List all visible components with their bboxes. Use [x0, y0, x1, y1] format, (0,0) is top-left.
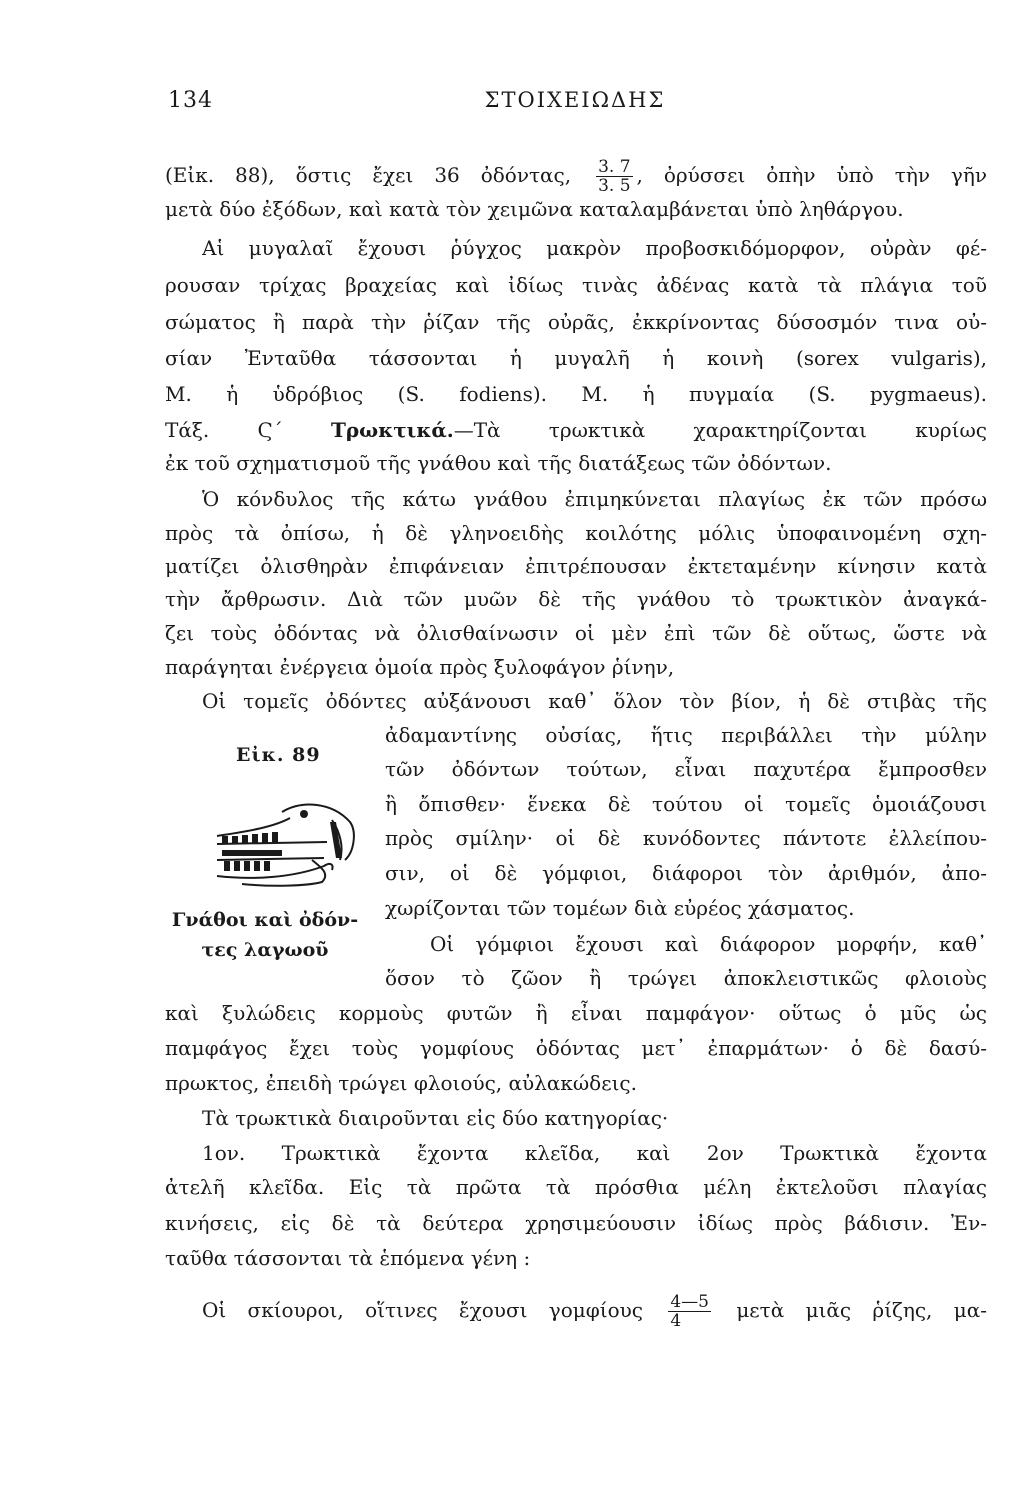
page-number: 134: [168, 88, 213, 113]
text-span: —Τὰ τρωκτικὰ χαρακτηρίζονται κυρίως: [453, 418, 987, 442]
order-label: Τάξ. Ϛ΄: [165, 418, 283, 442]
text-span: Οἱ σκίουροι, οἵτινες ἔχουσι γομφίους: [202, 1298, 644, 1322]
text-line: ἐκ τοῦ σχηματισμοῦ τῆς γνάθου καὶ τῆς διατάξεως τῶν ὀδόντων.: [165, 451, 832, 475]
text-line: χωρίζονται τῶν τομέων διὰ εὐρέος χάσματος.: [385, 896, 855, 920]
tooth-formula-fraction: [668, 1293, 711, 1330]
fraction-numerator: 4—5: [670, 1292, 709, 1312]
text-line: πρὸς τὰ ὀπίσω, ἡ δὲ γληνοειδὴς κοιλότης μόλις ὑποφαινομένη σχη-: [165, 521, 987, 545]
text-line: πρωκτος, ἐπειδὴ τρώγει φλοιούς, αὐλακώδεις.: [165, 1071, 637, 1095]
text-line: Ὁ κόνδυλος τῆς κάτω γνάθου ἐπιμηκύνεται πλαγίως ἐκ τῶν πρόσω: [202, 487, 987, 511]
text-span: , ὀρύσσει ὀπὴν ὑπὸ τὴν γῆν: [636, 163, 987, 187]
text-line: ἢ ὄπισθεν· ἕνεκα δὲ τούτου οἱ τομεῖς ὁμοιάζουσι: [385, 792, 987, 816]
running-title: ΣΤΟΙΧΕΙΩΔΗΣ: [484, 88, 666, 112]
text-line: ταῦθα τάσσονται τὰ ἑπόμενα γένη :: [165, 1246, 531, 1270]
text-line: [165, 158, 987, 192]
fraction-denominator: 3. 5: [598, 176, 631, 192]
tooth-formula-fraction: [596, 158, 632, 192]
text-line: Οἱ τομεῖς ὀδόντες αὐξάνουσι καθ᾽ ὅλον τὸν βίον, ἡ δὲ στιβὰς τῆς: [202, 689, 987, 713]
text-line: σώματος ἢ παρὰ τὴν ῥίζαν τῆς οὐρᾶς, ἐκκρίνοντας δύσοσμόν τινα οὐ-: [165, 310, 987, 334]
fraction-denominator: 4: [670, 1311, 682, 1331]
text-line: ματίζει ὀλισθηρὰν ἐπιφάνειαν ἐπιτρέπουσαν ἐκτεταμένην κίνησιν κατὰ: [165, 554, 987, 578]
text-span: μετὰ μιᾶς ῥίζης, μα-: [736, 1298, 987, 1322]
figure-caption: [160, 905, 370, 965]
text-line: ὅσον τὸ ζῶον ἢ τρώγει ἀποκλειστικῶς φλοιοὺς: [385, 966, 987, 990]
text-line: μετὰ δύο ἐξόδων, καὶ κατὰ τὸν χειμῶνα καταλαμβάνεται ὑπὸ ληθάργου.: [165, 197, 904, 221]
running-head: [160, 88, 990, 120]
text-line: παμφάγος ἔχει τοὺς γομφίους ὀδόντας μετ᾽ ἐπαρμάτων· ὁ δὲ δασύ-: [165, 1036, 987, 1060]
text-line: σιν, οἱ δὲ γόμφιοι, διάφοροι τὸν ἀριθμόν, ἀπο-: [385, 861, 987, 885]
text-line: Μ. ἡ ὑδρόβιος (S. fodiens). Μ. ἡ πυγμαία (S. pygmaeus).: [165, 382, 987, 406]
text-line: [165, 413, 987, 447]
rabbit-jaw-illustration: [212, 792, 362, 907]
caption-line: Γνάθοι καὶ ὀδόν-: [171, 909, 359, 931]
text-line: Οἱ γόμφιοι ἔχουσι καὶ διάφορον μορφήν, καθ᾽: [430, 932, 987, 956]
text-line: ἀτελῆ κλεῖδα. Εἰς τὰ πρῶτα τὰ πρόσθια μέλη ἐκτελοῦσι πλαγίας: [165, 1175, 987, 1199]
text-line: [202, 1288, 987, 1332]
text-line: πρὸς σμίλην· οἱ δὲ κυνόδοντες πάντοτε ἐλλείπου-: [385, 826, 987, 850]
text-line: Τὰ τρωκτικὰ διαιροῦνται εἰς δύο κατηγορίας·: [202, 1106, 669, 1130]
text-line: σίαν Ἐνταῦθα τάσσονται ἡ μυγαλῆ ἡ κοινὴ (sorex vulgaris),: [165, 346, 987, 370]
text-line: τῶν ὀδόντων τούτων, εἶναι παχυτέρα ἔμπροσθεν: [385, 757, 987, 781]
text-line: τὴν ἄρθρωσιν. Διὰ τῶν μυῶν δὲ τῆς γνάθου τὸ τρωκτικὸν ἀναγκά-: [165, 587, 987, 611]
text-line: καὶ ξυλώδεις κορμοὺς φυτῶν ἢ εἶναι παμφάγον· οὕτως ὁ μῦς ὡς: [165, 1001, 987, 1025]
text-line: 1ον. Τρωκτικὰ ἔχοντα κλεῖδα, καὶ 2ον Τρωκτικὰ ἔχοντα: [202, 1141, 987, 1165]
caption-line: τες λαγωοῦ: [201, 939, 329, 961]
figure-label: Εἰκ. 89: [236, 744, 321, 766]
text-line: κινήσεις, εἰς δὲ τὰ δεύτερα χρησιμεύουσιν ἰδίως πρὸς βάδισιν. Ἐν-: [165, 1211, 987, 1235]
section-heading: Τρωκτικά.: [330, 418, 454, 442]
fraction-numerator: 3. 7: [598, 158, 631, 177]
text-line: ρουσαν τρίχας βραχείας καὶ ἰδίως τινὰς ἀδένας κατὰ τὰ πλάγια τοῦ: [165, 273, 987, 297]
text-line: παράγηται ἐνέργεια ὁμοία πρὸς ξυλοφάγον ῥίνην,: [165, 655, 675, 679]
text-line: Αἱ μυγαλαῖ ἔχουσι ῥύγχος μακρὸν προβοσκιδόμορφον, οὐρὰν φέ-: [202, 236, 987, 260]
text-span: (Εἰκ. 88), ὅστις ἔχει 36 ὀδόντας,: [165, 163, 572, 187]
text-line: ἀδαμαντίνης οὐσίας, ἥτις περιβάλλει τὴν μύλην: [385, 723, 987, 747]
text-line: ζει τοὺς ὀδόντας νὰ ὀλισθαίνωσιν οἱ μὲν ἐπὶ τῶν δὲ οὕτως, ὥστε νὰ: [165, 621, 987, 645]
